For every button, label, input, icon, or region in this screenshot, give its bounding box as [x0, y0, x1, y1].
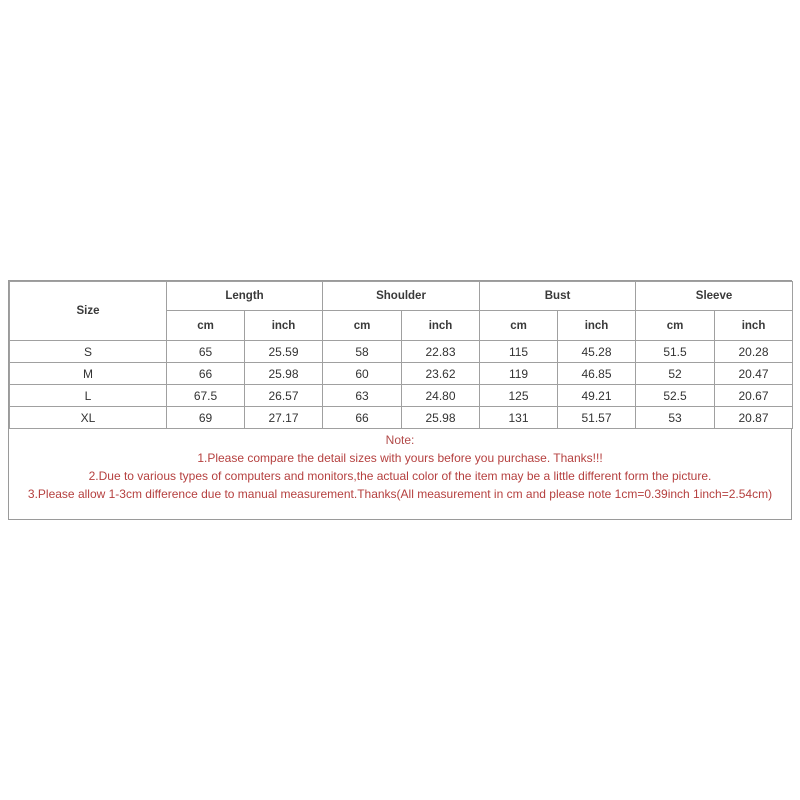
shoulder-header: Shoulder	[323, 282, 480, 311]
size-cell: M	[10, 363, 167, 385]
table-cell: 22.83	[402, 341, 480, 363]
table-cell: 51.5	[636, 341, 715, 363]
table-cell: 24.80	[402, 385, 480, 407]
table-cell: 26.57	[245, 385, 323, 407]
table-cell: 20.47	[715, 363, 793, 385]
unit-header: inch	[245, 311, 323, 341]
table-row	[10, 341, 793, 363]
table-cell: 131	[480, 407, 558, 429]
size-column-header: Size	[10, 282, 167, 341]
note-block	[9, 431, 791, 503]
table-cell: 65	[167, 341, 245, 363]
table-cell: 49.21	[558, 385, 636, 407]
size-table	[9, 281, 793, 429]
table-cell: 63	[323, 385, 402, 407]
size-cell: S	[10, 341, 167, 363]
table-cell: 53	[636, 407, 715, 429]
table-cell: 25.98	[402, 407, 480, 429]
table-cell: 69	[167, 407, 245, 429]
size-chart	[8, 280, 792, 520]
note-line-1: 1.Please compare the detail sizes with yours before you purchase. Thanks!!!	[197, 451, 603, 465]
table-cell: 51.57	[558, 407, 636, 429]
note-line-3: 3.Please allow 1-3cm difference due to manual measurement.Thanks(All measurement in cm and please note 1cm=0.39inch 1inch=2.54cm)	[27, 487, 773, 501]
table-header-row	[10, 282, 793, 311]
table-row	[10, 385, 793, 407]
table-cell: 27.17	[245, 407, 323, 429]
note-line-2: 2.Due to various types of computers and monitors,the actual color of the item may be a little different form the picture.	[88, 469, 712, 483]
table-cell: 58	[323, 341, 402, 363]
unit-header: cm	[636, 311, 715, 341]
length-header: Length	[167, 282, 323, 311]
table-cell: 45.28	[558, 341, 636, 363]
unit-header: cm	[323, 311, 402, 341]
table-cell: 46.85	[558, 363, 636, 385]
unit-header: inch	[402, 311, 480, 341]
table-cell: 119	[480, 363, 558, 385]
table-cell: 20.67	[715, 385, 793, 407]
table-row	[10, 407, 793, 429]
unit-header: cm	[167, 311, 245, 341]
sleeve-header: Sleeve	[636, 282, 793, 311]
table-cell: 20.87	[715, 407, 793, 429]
table-cell: 66	[323, 407, 402, 429]
table-cell: 115	[480, 341, 558, 363]
size-cell: L	[10, 385, 167, 407]
unit-header: inch	[715, 311, 793, 341]
table-cell: 66	[167, 363, 245, 385]
size-cell: XL	[10, 407, 167, 429]
table-cell: 25.98	[245, 363, 323, 385]
unit-header: inch	[558, 311, 636, 341]
table-cell: 52.5	[636, 385, 715, 407]
bust-header: Bust	[480, 282, 636, 311]
table-row	[10, 363, 793, 385]
table-cell: 25.59	[245, 341, 323, 363]
table-cell: 67.5	[167, 385, 245, 407]
table-cell: 60	[323, 363, 402, 385]
table-cell: 20.28	[715, 341, 793, 363]
table-cell: 52	[636, 363, 715, 385]
table-cell: 23.62	[402, 363, 480, 385]
table-cell: 125	[480, 385, 558, 407]
unit-header: cm	[480, 311, 558, 341]
note-title: Note:	[385, 433, 415, 447]
